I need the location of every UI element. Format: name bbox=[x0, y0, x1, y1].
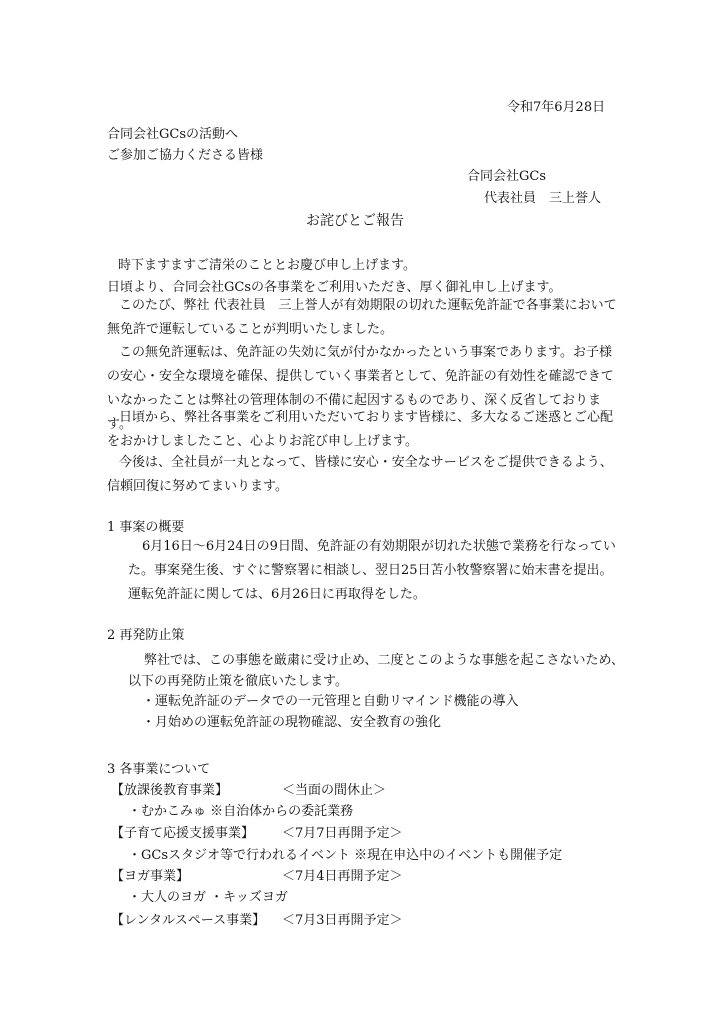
section-2-line-1: 弊社では、この事態を厳粛に受け止め、二度とこのような事態を起こさないため、 bbox=[144, 653, 624, 668]
business-detail-childcare: ・GCsスタジオ等で行われるイベント ※現在申込中のイベントも開催予定 bbox=[128, 848, 563, 863]
business-name-yoga: 【ヨガ事業】 bbox=[111, 869, 190, 884]
business-detail-after-school: ・むかこみゅ ※自治体からの委託業務 bbox=[128, 804, 354, 819]
section-2-heading: 2 再発防止策 bbox=[107, 628, 185, 643]
business-detail-yoga: ・大人のヨガ ・キッズヨガ bbox=[128, 890, 288, 905]
section-1-heading: 1 事案の概要 bbox=[107, 520, 185, 535]
business-name-childcare: 【子育て応援支援事業】 bbox=[111, 826, 255, 841]
intro-paragraph-3: このたび、弊社 代表社員 三上誉人が有効期限の切れた運転免許証で各事業において無免許で運転していることが判明いたしました。 bbox=[107, 298, 617, 337]
business-status-childcare: ＜7月7日再開予定＞ bbox=[282, 826, 403, 841]
intro-paragraph-5: 日頃から、弊社各事業をご利用いただいております皆様に、多大なるご迷惑とご心配をおかけしましたこと、心よりお詫び申し上げます。 bbox=[107, 410, 614, 449]
recipient-line-2: ご参加ご協力くださる皆様 bbox=[107, 148, 264, 163]
signer-name: 代表社員 三上誉人 bbox=[484, 191, 602, 206]
intro-paragraph-1: 時下ますますご清栄のこととお慶び申し上げます。 bbox=[118, 258, 416, 273]
business-status-yoga: ＜7月4日再開予定＞ bbox=[282, 869, 403, 884]
business-status-after-school: ＜当面の間休止＞ bbox=[282, 783, 387, 798]
prevention-bullet-1: ・運転免許証のデータでの一元管理と自動リマインド機能の導入 bbox=[142, 694, 519, 709]
business-status-rental-space: ＜7月3日再開予定＞ bbox=[282, 913, 403, 928]
intro-paragraph-6: 今後は、全社員が一丸となって、皆様に安心・安全なサービスをご提供できるよう、信頼回復に努めてまいります。 bbox=[107, 455, 613, 494]
section-1-body: 6月16日～6月24日の9日間、免許証の有効期限が切れた状態で業務を行なっていた。事案発生後、すぐに警察署に相談し、翌日25日苫小牧警察署に始末書を提出。 運転免許証に関しては、6月26日に再取得をした。 bbox=[128, 539, 616, 602]
business-name-after-school: 【放課後教育事業】 bbox=[111, 783, 229, 798]
recipient-line-1: 合同会社GCsの活動へ bbox=[107, 127, 239, 142]
intro-paragraph-2: 日頃より、合同会社GCsの各事業をご利用いただき、厚く御礼申し上げます。 bbox=[107, 280, 562, 295]
business-name-rental-space: 【レンタルスペース事業】 bbox=[111, 913, 266, 928]
prevention-bullet-2: ・月始めの運転免許証の現物確認、安全教育の強化 bbox=[142, 715, 442, 730]
section-2-line-2: 以下の再発防止策を徹底いたします。 bbox=[128, 674, 348, 689]
document-title: お詫びとご報告 bbox=[306, 213, 404, 229]
section-3-heading: 3 各事業について bbox=[107, 762, 211, 777]
intro-paragraph-4: この無免許運転は、免許証の失効に気が付かなかったという事案であります。お子様の安心・安全な環境を確保、提供していく事業者として、免許証の有効性を確認できていなかったことは弊社の管理体制の不備に起因するものであり、深く反省しております。 bbox=[107, 345, 614, 432]
company-name: 合同会社GCs bbox=[467, 169, 547, 184]
document-date: 令和7年6月28日 bbox=[507, 100, 606, 115]
